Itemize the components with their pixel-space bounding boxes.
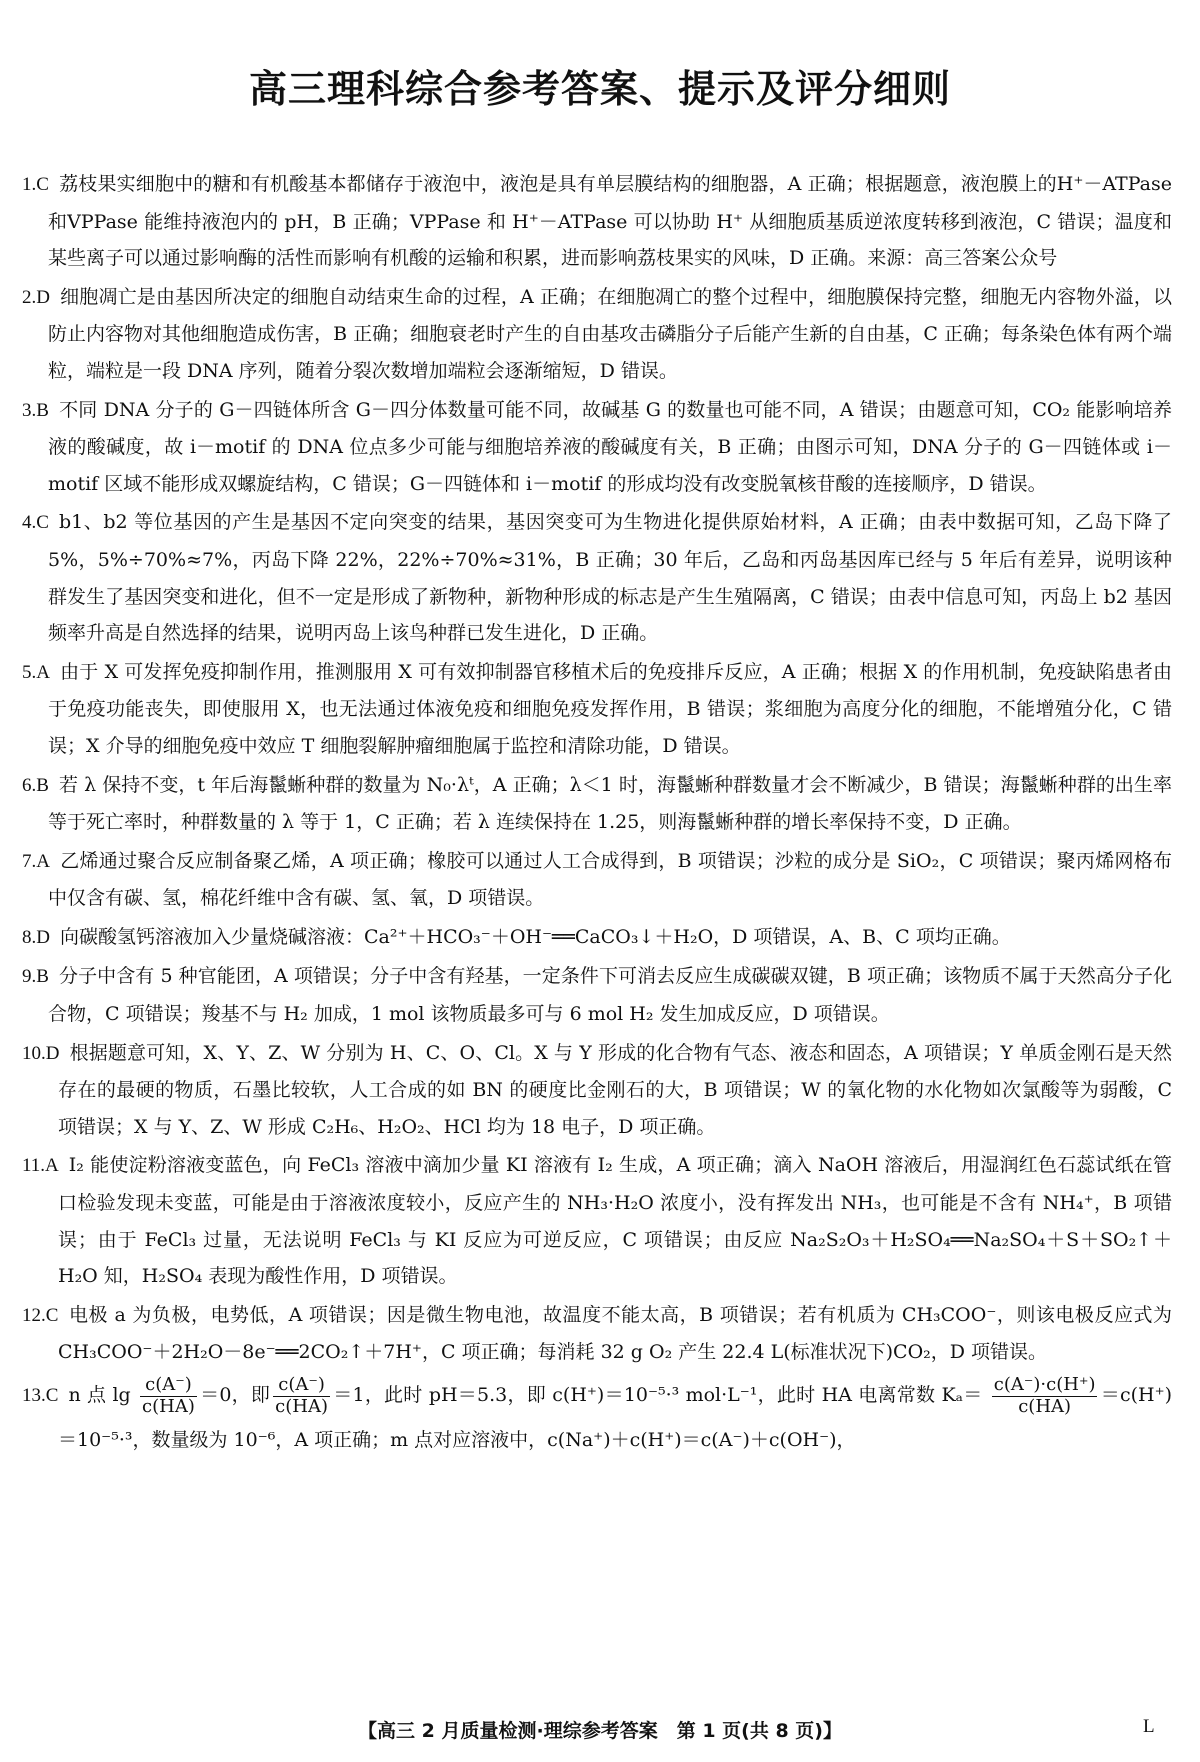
answer-item-2	[22, 279, 1172, 390]
answer-item-10	[22, 1035, 1172, 1146]
item-answer: C	[45, 1304, 59, 1326]
item-answer: D	[36, 286, 50, 308]
answer-item-5	[22, 654, 1172, 765]
item-number: 1.	[22, 174, 37, 195]
item-number: 12.	[22, 1304, 46, 1326]
item-text-part4: ＝c(H⁺)＝10⁻⁵·³，数量级为 10⁻⁶，A 项正确；m 点对应溶液中，c(Na⁺)＋c(H⁺)＝c(A⁻)＋c(OH⁻)，	[58, 1384, 1173, 1451]
item-text-part1: n 点 lg	[68, 1384, 131, 1406]
item-number: 2.	[22, 286, 37, 308]
fraction-denominator: c(HA)	[1018, 1395, 1072, 1417]
answer-item-3	[22, 392, 1172, 503]
fraction-ka	[992, 1375, 1098, 1417]
item-number: 7.	[22, 850, 37, 872]
answer-item-8	[22, 919, 1172, 957]
item-number: 9.	[22, 966, 37, 988]
item-text: 由于 X 可发挥免疫抑制作用，推测服用 X 可有效抑制器官移植术后的免疫排斥反应，A 正确；根据 X 的作用机制，免疫缺陷患者由于免疫功能丧失，即使服用 X，也无法通过体液免疫和细胞免疫发挥作用，B 错误；浆细胞为高度分化的细胞，不能增殖分化，C 错误；X 介导的细胞免疫中效应 T 细胞裂解肿瘤细胞属于监控和清除功能，D 错误。	[48, 660, 1172, 757]
footer-code: L	[1143, 1716, 1155, 1737]
item-answer: A	[36, 661, 50, 683]
item-number: 3.	[22, 399, 37, 421]
item-text: 分子中含有 5 种官能团，A 项错误；分子中含有羟基，一定条件下可消去反应生成碳碳双键，B 项正确；该物质不属于天然高分子化合物，C 项错误；羧基不与 H₂ 加成，1 mol 该物质最多可与 6 mol H₂ 发生加成反应，D 项错误。	[48, 965, 1172, 1026]
item-answer: B	[36, 399, 49, 421]
page-footer: 【高三 2 月质量检测·理综参考答案 第 1 页(共 8 页)】	[358, 1720, 842, 1742]
answer-item-7	[22, 843, 1172, 917]
answer-item-13	[22, 1373, 1172, 1462]
item-number: 10.	[22, 1042, 46, 1064]
item-answer: B	[36, 774, 49, 796]
answer-item-1	[22, 166, 1172, 277]
item-text: 乙烯通过聚合反应制备聚乙烯，A 项正确；橡胶可以通过人工合成得到，B 项错误；沙粒的成分是 SiO₂，C 项错误；聚丙烯网格布中仅含有碳、氢，棉花纤维中含有碳、氢、氧，D 项错误。	[48, 849, 1172, 910]
fraction-a-over-ha	[140, 1375, 197, 1417]
answer-item-9	[22, 958, 1172, 1032]
item-text: 若 λ 保持不变，t 年后海鬣蜥种群的数量为 N₀·λᵗ，A 正确；λ＜1 时，海鬣蜥种群数量才会不断减少，B 错误；海鬣蜥种群的出生率等于死亡率时，种群数量的 λ 等于 1，C 正确；若 λ 连续保持在 1.25，则海鬣蜥种群的增长率保持不变，D 正确。	[48, 773, 1172, 834]
item-text-part3: ＝1，此时 pH＝5.3，即 c(H⁺)＝10⁻⁵·³ mol·L⁻¹，此时 HA 电离常数 Kₐ＝	[333, 1384, 983, 1406]
item-answer: A	[36, 850, 50, 872]
fraction-denominator: c(HA)	[142, 1395, 195, 1417]
fraction-a-over-ha	[273, 1375, 330, 1417]
item-text: 细胞凋亡是由基因所决定的细胞自动结束生命的过程，A 正确；在细胞凋亡的整个过程中，细胞膜保持完整，细胞无内容物外溢，以防止内容物对其他细胞造成伤害，B 正确；细胞衰老时产生的自由基攻击磷脂分子后能产生新的自由基，C 正确；每条染色体有两个端粒，端粒是一段 DNA 序列，随着分裂次数增加端粒会逐渐缩短，D 错误。	[48, 285, 1172, 382]
answer-item-11	[22, 1147, 1172, 1294]
item-number: 11.	[22, 1155, 46, 1177]
item-answer: C	[45, 1385, 59, 1406]
page-title: 高三理科综合参考答案、提示及评分细则	[248, 67, 951, 111]
item-text-part2: ＝0，即	[199, 1384, 271, 1406]
fraction-numerator: c(A⁻)	[273, 1375, 330, 1397]
answer-item-6	[22, 767, 1172, 841]
item-number: 13.	[22, 1385, 46, 1406]
item-text: b1、b2 等位基因的产生是基因不定向突变的结果，基因突变可为生物进化提供原始材料，A 正确；由表中数据可知，乙岛下降了 5%，5%÷70%≈7%，丙岛下降 22%，22%÷70%≈31%，B 正确；30 年后，乙岛和丙岛基因库已经与 5 年后有差异，说明该种群发生了基因突变和进化，但不一定是形成了新物种，新物种形成的标志是产生生殖隔离，C 错误；由表中信息可知，丙岛上 b2 基因频率升高是自然选择的结果，说明丙岛上该鸟种群已发生进化，D 正确。	[48, 511, 1172, 645]
answer-item-4	[22, 504, 1172, 651]
item-answer: C	[36, 174, 49, 195]
item-answer: C	[36, 512, 49, 534]
item-text: 荔枝果实细胞中的糖和有机酸基本都储存于液泡中，液泡是具有单层膜结构的细胞器，A 正确；根据题意，液泡膜上的H⁺－ATPase 和VPPase 能维持液泡内的 pH，B 正确；VPPase 和 H⁺－ATPase 可以协助 H⁺ 从细胞质基质逆浓度转移到液泡，C 错误；温度和某些离子可以通过影响酶的活性而影响有机酸的运输和积累，进而影响荔枝果实的风味，D 正确。来源：高三答案公众号	[48, 173, 1172, 270]
item-text: 电极 a 为负极，电势低，A 项错误；因是微生物电池，故温度不能太高，B 项错误；若有机质为 CH₃COO⁻，则该电极反应式为 CH₃COO⁻＋2H₂O－8e⁻══2CO₂↑＋7H⁺，C 项正确；每消耗 32 g O₂ 产生 22.4 L(标准状况下)CO₂，D 项错误。	[58, 1303, 1172, 1364]
item-text: 不同 DNA 分子的 G－四链体所含 G－四分体数量可能不同，故碱基 G 的数量也可能不同，A 错误；由题意可知，CO₂ 能影响培养液的酸碱度，故 i－motif 的 DNA 位点多少可能与细胞培养液的酸碱度有关，B 正确；由图示可知，DNA 分子的 G－四链体或 i－motif 区域不能形成双螺旋结构，C 错误；G－四链体和 i－motif 的形成均没有改变脱氧核苷酸的连接顺序，D 错误。	[48, 398, 1172, 495]
item-answer: B	[36, 966, 49, 988]
fraction-numerator: c(A⁻)·c(H⁺)	[993, 1373, 1096, 1395]
item-number: 8.	[22, 926, 37, 948]
answer-item-12	[22, 1297, 1172, 1371]
item-answer: A	[45, 1155, 59, 1177]
item-answer: D	[45, 1042, 60, 1064]
item-number: 4.	[22, 512, 37, 534]
item-text: 向碳酸氢钙溶液加入少量烧碱溶液：Ca²⁺＋HCO₃⁻＋OH⁻══CaCO₃↓＋H₂O，D 项错误，A、B、C 项均正确。	[59, 925, 1011, 948]
item-number: 5.	[22, 661, 37, 683]
answer-list	[22, 166, 1172, 1464]
item-text: I₂ 能使淀粉溶液变蓝色，向 FeCl₃ 溶液中滴加少量 KI 溶液有 I₂ 生成，A 项正确；滴入 NaOH 溶液后，用湿润红色石蕊试纸在管口检验发现未变蓝，可能是由于溶液浓度较小，反应产生的 NH₃·H₂O 浓度小，没有挥发出 NH₃，也可能是不含有 NH₄⁺，B 项错误；由于 FeCl₃ 过量，无法说明 FeCl₃ 与 KI 反应为可逆反应，C 项错误；由反应 Na₂S₂O₃＋H₂SO₄══Na₂SO₄＋S＋SO₂↑＋H₂O 知，H₂SO₄ 表现为酸性作用，D 项错误。	[58, 1154, 1172, 1288]
item-text: 根据题意可知，X、Y、Z、W 分别为 H、C、O、Cl。X 与 Y 形成的化合物有气态、液态和固态，A 项错误；Y 单质金刚石是天然存在的最硬的物质，石墨比较软，人工合成的如 BN 的硬度比金刚石的大，B 项错误；W 的氧化物的水化物如次氯酸等为弱酸，C 项错误；X 与 Y、Z、W 形成 C₂H₆、H₂O₂、HCl 均为 18 电子，D 项正确。	[58, 1041, 1172, 1138]
item-number: 6.	[22, 774, 37, 796]
fraction-numerator: c(A⁻)	[140, 1375, 197, 1397]
fraction-denominator: c(HA)	[275, 1395, 328, 1417]
item-answer: D	[36, 926, 50, 948]
